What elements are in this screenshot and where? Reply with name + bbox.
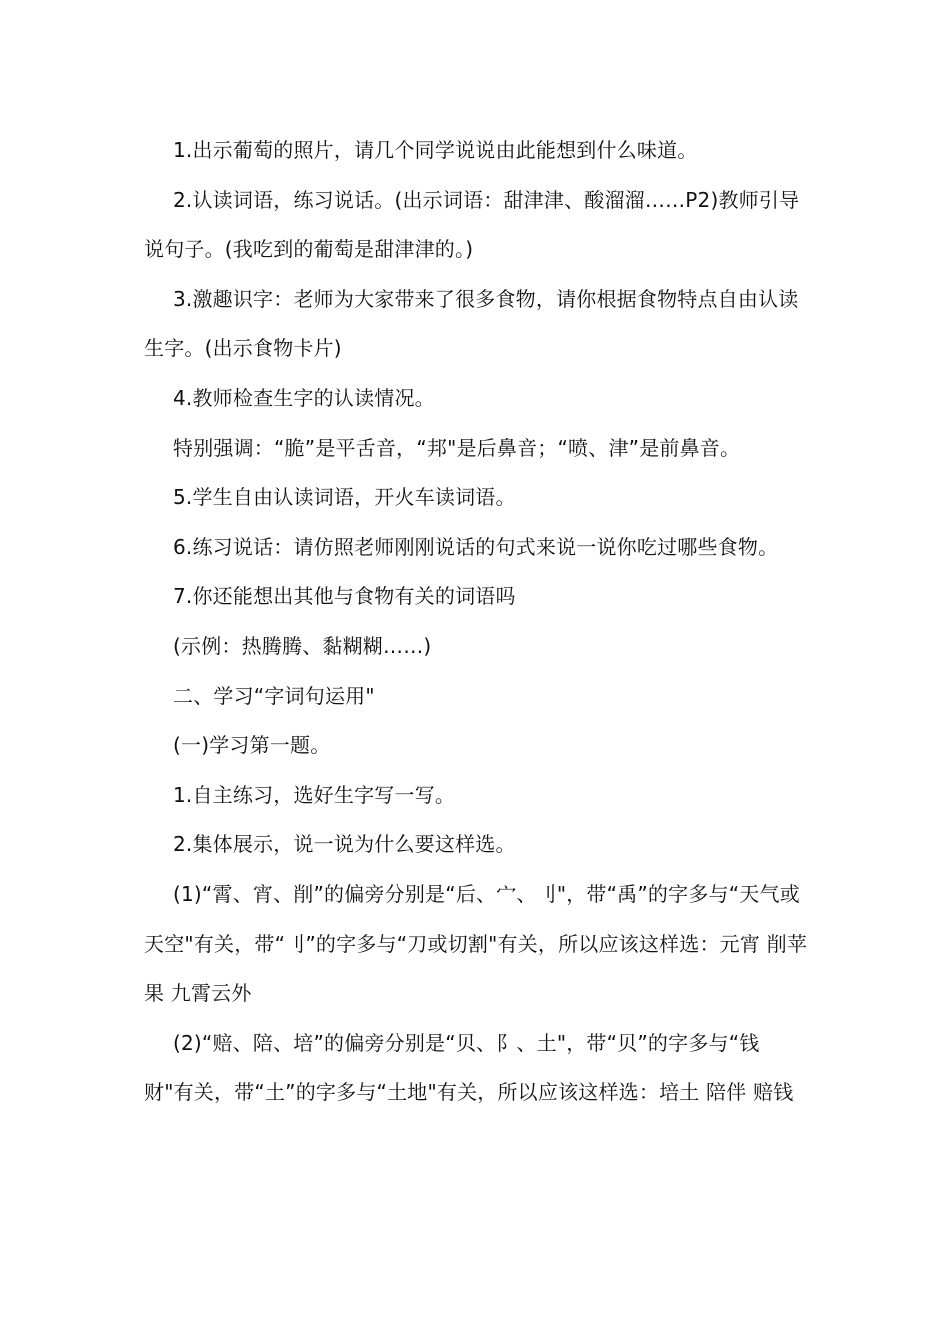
subsection-heading: (一)学习第一题。: [173, 733, 331, 758]
paragraph-2: 2.认读词语，练习说话。(出示词语：甜津津、酸溜溜……P2)教师引导说句子。(我吃到的葡萄是甜津津的。): [144, 187, 800, 262]
paragraph-1: 1.出示葡萄的照片，请几个同学说说由此能想到什么味道。: [173, 138, 698, 162]
paragraph-14: (1)“霄、宵、削”的偏旁分别是“后、宀、刂"，带“禹”的字多与“天气或天空"有关，带“刂”的字多与“刀或切割"有关，所以应该这样选：元宵 削苹果 九霄云外: [144, 881, 808, 1006]
paragraph-5: 特别强调：“脆”是平舌音，“邦"是后鼻音；“喷、津”是前鼻音。: [173, 435, 741, 460]
paragraph-8: 7.你还能想出其他与食物有关的词语吗: [173, 584, 516, 609]
section-heading: 二、学习“字词句运用": [173, 683, 375, 708]
paragraph-9: (示例：热腾腾、黏糊糊……): [173, 633, 432, 658]
paragraph-12: 1.自主练习，选好生字写一写。: [173, 782, 456, 807]
paragraph-6: 5.学生自由认读词语，开火车读词语。: [173, 485, 516, 510]
paragraph-15: (2)“赔、陪、培”的偏旁分别是“贝、阝、土"，带“贝”的字多与“钱财"有关，带“土”的字多与“土地"有关，所以应该这样选：培土 陪伴 赔钱: [144, 1030, 794, 1105]
document-body: [144, 126, 808, 1118]
paragraph-13: 2.集体展示，说一说为什么要这样选。: [173, 832, 516, 857]
paragraph-7: 6.练习说话：请仿照老师刚刚说话的句式来说一说你吃过哪些食物。: [173, 534, 779, 559]
paragraph-4: 4.教师检查生字的认读情况。: [173, 385, 435, 410]
paragraph-3: 3.激趣识字：老师为大家带来了很多食物，请你根据食物特点自由认读生字。(出示食物卡片): [144, 286, 799, 361]
